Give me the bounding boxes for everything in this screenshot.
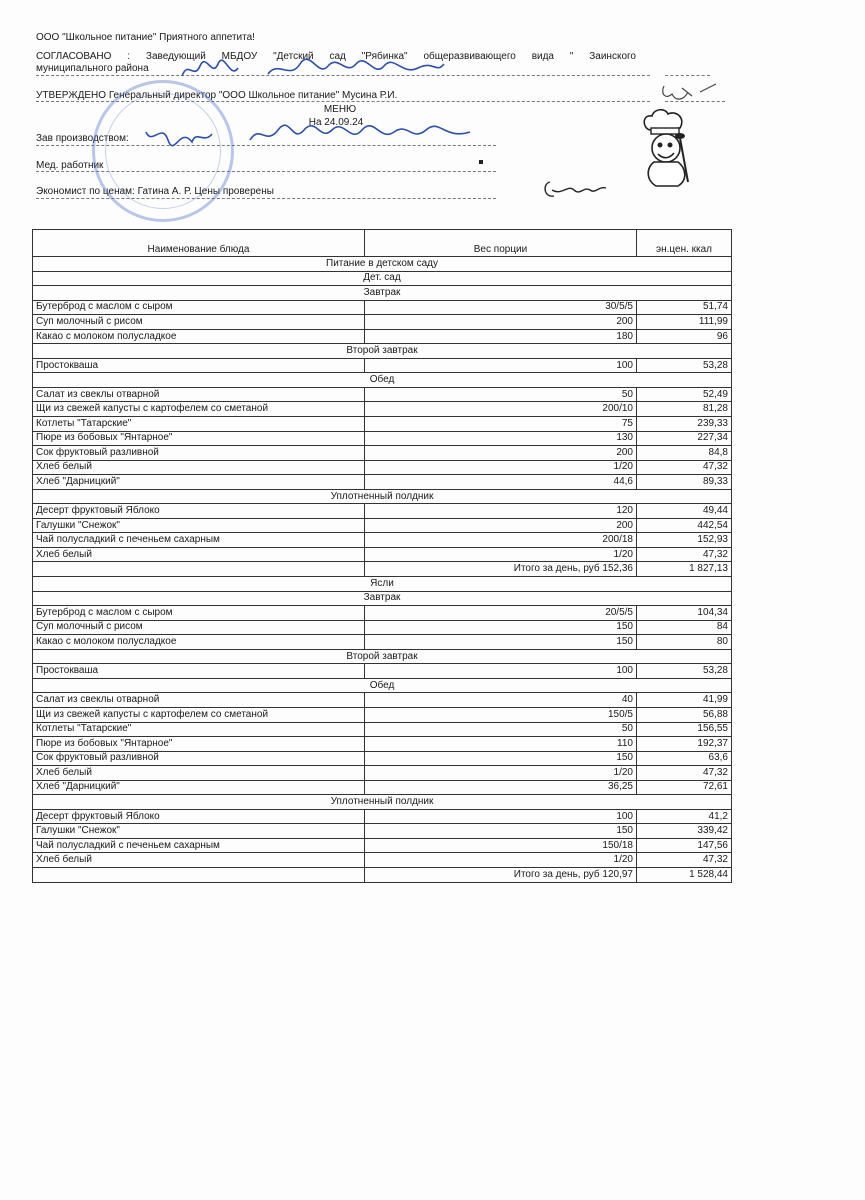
portion-weight: 1/20: [365, 853, 637, 868]
section-label: Обед: [33, 373, 732, 388]
dish-name: Какао с молоком полусладкое: [33, 329, 365, 344]
energy-kcal: 442,54: [637, 518, 732, 533]
dish-name: Чай полусладкий с печеньем сахарным: [33, 533, 365, 548]
table-row: [33, 417, 732, 432]
dish-name: Простокваша: [33, 664, 365, 679]
table-row: [33, 547, 732, 562]
total-label: Итого за день, руб 152,36: [365, 562, 637, 577]
energy-kcal: 47,32: [637, 853, 732, 868]
table-row: [33, 838, 732, 853]
total-empty-cell: [33, 562, 365, 577]
portion-weight: 1/20: [365, 766, 637, 781]
dish-name: Бутерброд с маслом с сыром: [33, 300, 365, 315]
energy-kcal: 227,34: [637, 431, 732, 446]
total-row: [33, 562, 732, 577]
table-row: [33, 780, 732, 795]
energy-kcal: 84: [637, 620, 732, 635]
section-label: Второй завтрак: [33, 344, 732, 359]
portion-weight: 150: [365, 824, 637, 839]
dish-name: Салат из свеклы отварной: [33, 693, 365, 708]
energy-kcal: 56,88: [637, 707, 732, 722]
medic-label: Мед. работник: [36, 160, 104, 171]
section-row: [33, 286, 732, 301]
section-row: [33, 271, 732, 286]
section-label: Завтрак: [33, 591, 732, 606]
dish-name: Пюре из бобовых "Янтарное": [33, 431, 365, 446]
total-row: [33, 867, 732, 882]
table-row: [33, 475, 732, 490]
chef-mascot-icon: [636, 108, 696, 190]
table-row: [33, 707, 732, 722]
dish-name: Щи из свежей капусты с картофелем со сметаной: [33, 402, 365, 417]
portion-weight: 75: [365, 417, 637, 432]
table-row: [33, 751, 732, 766]
portion-weight: 44,6: [365, 475, 637, 490]
table-row: [33, 446, 732, 461]
table-row: [33, 824, 732, 839]
table-row: [33, 315, 732, 330]
dish-name: Пюре из бобовых "Янтарное": [33, 737, 365, 752]
portion-weight: 110: [365, 737, 637, 752]
table-row: [33, 737, 732, 752]
portion-weight: 200: [365, 315, 637, 330]
section-label: Завтрак: [33, 286, 732, 301]
portion-weight: 200: [365, 518, 637, 533]
dish-name: Суп молочный с рисом: [33, 620, 365, 635]
menu-date: На 24.09.24: [308, 117, 364, 128]
portion-weight: 30/5/5: [365, 300, 637, 315]
energy-kcal: 63,6: [637, 751, 732, 766]
energy-kcal: 192,37: [637, 737, 732, 752]
menu-title: МЕНЮ: [323, 104, 357, 115]
dish-name: Галушки "Снежок": [33, 824, 365, 839]
menu-table: [32, 229, 732, 883]
dish-name: Хлеб белый: [33, 547, 365, 562]
agreed-line-continued: муниципального района: [36, 63, 149, 74]
dish-name: Сок фруктовый разливной: [33, 751, 365, 766]
section-label: Уплотненный полдник: [33, 795, 732, 810]
portion-weight: 50: [365, 387, 637, 402]
portion-weight: 36,25: [365, 780, 637, 795]
agreed-line: СОГЛАСОВАНО : Заведующий МБДОУ "Детский сад "Рябинка" общеразвивающего вида " Заинского: [36, 51, 636, 62]
dish-name: Чай полусладкий с печеньем сахарным: [33, 838, 365, 853]
dish-name: Котлеты "Татарские": [33, 417, 365, 432]
portion-weight: 100: [365, 664, 637, 679]
section-row: [33, 373, 732, 388]
table-row: [33, 387, 732, 402]
approved-line: УТВЕРЖДЕНО Генеральный директор "ООО Школьное питание" Мусина Р.И.: [36, 90, 398, 101]
energy-kcal: 47,32: [637, 460, 732, 475]
energy-kcal: 84,8: [637, 446, 732, 461]
section-label: Обед: [33, 678, 732, 693]
portion-weight: 200: [365, 446, 637, 461]
table-header-row: [33, 230, 732, 257]
portion-weight: 20/5/5: [365, 606, 637, 621]
dish-name: Хлеб белый: [33, 766, 365, 781]
portion-weight: 150: [365, 620, 637, 635]
economist-signature-icon: [540, 176, 610, 202]
agreed-signature-line-right: [665, 75, 710, 76]
portion-weight: 200/10: [365, 402, 637, 417]
section-label: Ясли: [33, 577, 732, 592]
energy-kcal: 52,49: [637, 387, 732, 402]
energy-kcal: 41,2: [637, 809, 732, 824]
table-row: [33, 329, 732, 344]
table-row: [33, 431, 732, 446]
energy-kcal: 81,28: [637, 402, 732, 417]
section-row: [33, 649, 732, 664]
production-signature-icon: [140, 120, 480, 150]
section-row: [33, 344, 732, 359]
dish-name: Салат из свеклы отварной: [33, 387, 365, 402]
table-row: [33, 518, 732, 533]
energy-kcal: 239,33: [637, 417, 732, 432]
total-empty-cell: [33, 867, 365, 882]
ink-dot: [479, 160, 483, 164]
portion-weight: 100: [365, 809, 637, 824]
table-row: [33, 402, 732, 417]
portion-weight: 180: [365, 329, 637, 344]
section-label: Дет. сад: [33, 271, 732, 286]
production-head-label: Зав производством:: [36, 133, 129, 144]
dish-name: Хлеб "Дарницкий": [33, 780, 365, 795]
portion-weight: 100: [365, 358, 637, 373]
energy-kcal: 47,32: [637, 547, 732, 562]
portion-weight: 150: [365, 635, 637, 650]
energy-kcal: 72,61: [637, 780, 732, 795]
company-line: ООО "Школьное питание" Приятного аппетита!: [36, 32, 255, 43]
portion-weight: 150: [365, 751, 637, 766]
energy-kcal: 104,34: [637, 606, 732, 621]
table-row: [33, 722, 732, 737]
table-row: [33, 635, 732, 650]
energy-kcal: 147,56: [637, 838, 732, 853]
section-row: [33, 257, 732, 272]
energy-kcal: 339,42: [637, 824, 732, 839]
agreed-signature-icon: [178, 56, 448, 86]
table-row: [33, 809, 732, 824]
energy-kcal: 41,99: [637, 693, 732, 708]
table-row: [33, 664, 732, 679]
energy-kcal: 89,33: [637, 475, 732, 490]
portion-weight: 150/5: [365, 707, 637, 722]
total-kcal: 1 827,13: [637, 562, 732, 577]
dish-name: Простокваша: [33, 358, 365, 373]
section-row: [33, 489, 732, 504]
energy-kcal: 80: [637, 635, 732, 650]
energy-kcal: 156,55: [637, 722, 732, 737]
dish-name: Хлеб "Дарницкий": [33, 475, 365, 490]
table-row: [33, 693, 732, 708]
section-row: [33, 678, 732, 693]
table-row: [33, 533, 732, 548]
energy-kcal: 53,28: [637, 358, 732, 373]
table-row: [33, 766, 732, 781]
table-row: [33, 606, 732, 621]
portion-weight: 50: [365, 722, 637, 737]
energy-kcal: 51,74: [637, 300, 732, 315]
energy-kcal: 47,32: [637, 766, 732, 781]
table-row: [33, 853, 732, 868]
portion-weight: 40: [365, 693, 637, 708]
table-row: [33, 620, 732, 635]
section-row: [33, 577, 732, 592]
portion-weight: 150/18: [365, 838, 637, 853]
dish-name: Десерт фруктовый Яблоко: [33, 504, 365, 519]
portion-weight: 130: [365, 431, 637, 446]
energy-kcal: 49,44: [637, 504, 732, 519]
initials-mark-icon: [660, 80, 720, 104]
total-label: Итого за день, руб 120,97: [365, 867, 637, 882]
dish-name: Галушки "Снежок": [33, 518, 365, 533]
column-header-kcal: эн.цен. ккал: [637, 230, 732, 257]
energy-kcal: 111,99: [637, 315, 732, 330]
table-row: [33, 358, 732, 373]
column-header-dish: Наименование блюда: [33, 230, 365, 257]
dish-name: Суп молочный с рисом: [33, 315, 365, 330]
section-label: Второй завтрак: [33, 649, 732, 664]
dish-name: Какао с молоком полусладкое: [33, 635, 365, 650]
portion-weight: 1/20: [365, 460, 637, 475]
energy-kcal: 53,28: [637, 664, 732, 679]
dish-name: Бутерброд с маслом с сыром: [33, 606, 365, 621]
economist-line-rule: [36, 198, 496, 199]
total-kcal: 1 528,44: [637, 867, 732, 882]
dish-name: Сок фруктовый разливной: [33, 446, 365, 461]
energy-kcal: 96: [637, 329, 732, 344]
section-row: [33, 795, 732, 810]
column-header-weight: Вес порции: [365, 230, 637, 257]
energy-kcal: 152,93: [637, 533, 732, 548]
table-row: [33, 460, 732, 475]
portion-weight: 1/20: [365, 547, 637, 562]
official-stamp: [92, 80, 234, 222]
section-label: Питание в детском саду: [33, 257, 732, 272]
portion-weight: 120: [365, 504, 637, 519]
economist-line: Экономист по ценам: Гатина А. Р. Цены проверены: [36, 186, 274, 197]
dish-name: Котлеты "Татарские": [33, 722, 365, 737]
portion-weight: 200/18: [365, 533, 637, 548]
dish-name: Десерт фруктовый Яблоко: [33, 809, 365, 824]
section-label: Уплотненный полдник: [33, 489, 732, 504]
dish-name: Хлеб белый: [33, 460, 365, 475]
table-row: [33, 300, 732, 315]
dish-name: Хлеб белый: [33, 853, 365, 868]
section-row: [33, 591, 732, 606]
table-row: [33, 504, 732, 519]
dish-name: Щи из свежей капусты с картофелем со сметаной: [33, 707, 365, 722]
